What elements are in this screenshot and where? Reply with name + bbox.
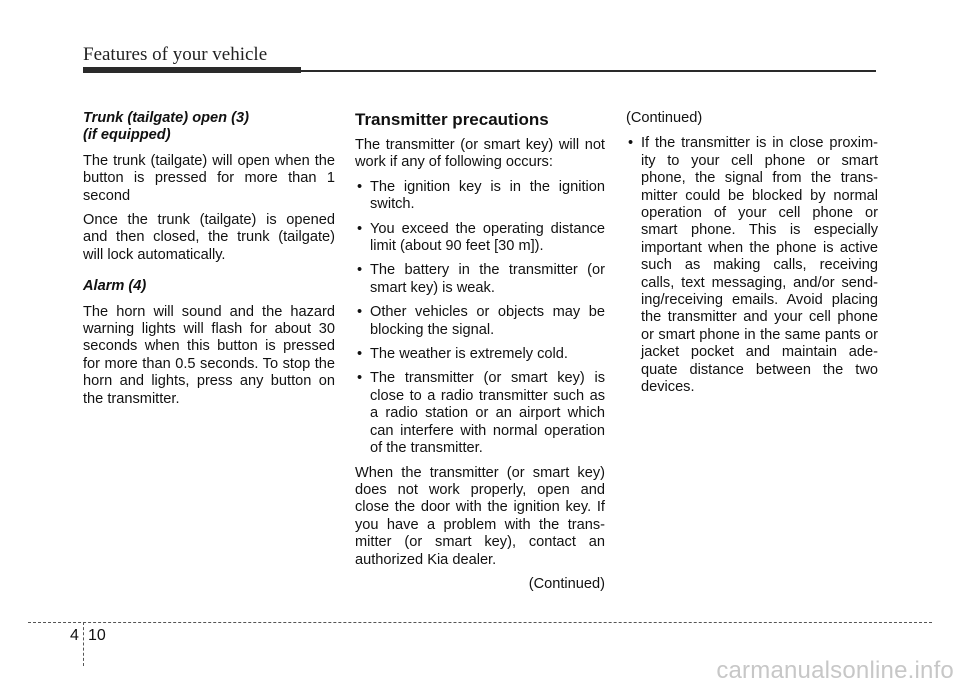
precautions-list-continued: [626, 135, 878, 396]
trunk-heading-line1: Trunk (tailgate) open (3): [83, 110, 249, 126]
trunk-heading: [83, 110, 335, 145]
precautions-intro: The transmitter (or smart key) will not work if any of following occurs:: [355, 137, 605, 171]
list-item: • The battery in the transmitter (or smart key) is weak.: [355, 262, 605, 297]
trunk-heading-line2: (if equipped): [83, 127, 171, 144]
list-item: • The weather is extremely cold.: [355, 346, 605, 363]
footer-rule: [28, 622, 932, 623]
trunk-paragraph-2: Once the trunk (tailgate) is opened and then closed, the trunk (tailgate) will lock automatically.: [83, 212, 335, 263]
list-item: • Other vehicles or objects may be blocking the signal.: [355, 304, 605, 339]
list-item: • The ignition key is in the ignition switch.: [355, 179, 605, 214]
alarm-paragraph: The horn will sound and the hazard warning lights will flash for about 30 seconds when this button is pressed for more than 0.5 seconds. To stop the horn and lights, press any button on the transmitter.: [83, 303, 335, 407]
precautions-paragraph: When the transmitter (or smart key) does not work properly, open and close the door with the ignition key. If you have a problem with the trans-mitter (or smart key), contact an authorized Kia dealer.: [355, 464, 605, 568]
header-bar: [83, 67, 301, 73]
trunk-paragraph-1: The trunk (tailgate) will open when the button is pressed for more than 1 second: [83, 152, 335, 204]
footer-divider: [83, 622, 84, 666]
list-item: • You exceed the operating distance limit (about 90 feet [30 m]).: [355, 221, 605, 256]
section-number: 4: [70, 627, 79, 644]
watermark: carmanualsonline.info: [716, 657, 954, 684]
list-item: • If the transmitter is in close proxim-ity to your cell phone or smart phone, the signal from the trans-mitter could be blocked by normal operation of your cell phone or smart phone. This is especially important when the phone is active such as making calls, receiving calls, text messaging, and/or send-ing/receiving emails. Avoid placing the transmitter and your cell phone or smart phone in the same pants or jacket pocket and maintain ade-quate distance between the two devices.: [626, 135, 878, 396]
page-header-title: Features of your vehicle: [83, 44, 268, 65]
continued-label: (Continued): [528, 575, 605, 592]
precautions-list: [355, 179, 605, 458]
alarm-heading: Alarm (4): [83, 278, 147, 295]
continued-label-top: (Continued): [626, 110, 703, 126]
section-heading: Transmitter precautions: [355, 110, 549, 129]
column-right: [626, 110, 878, 404]
column-middle: [355, 110, 605, 593]
header-rule: [301, 70, 876, 72]
column-left: [83, 110, 335, 415]
page-number: 10: [88, 627, 106, 644]
list-item: • The transmitter (or smart key) is close to a radio transmitter such as a radio station or an airport which can interfere with normal operation of the transmitter.: [355, 370, 605, 457]
